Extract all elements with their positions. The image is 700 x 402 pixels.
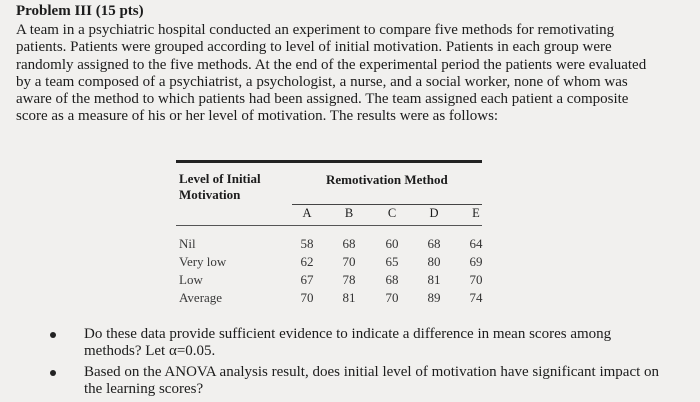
column-header-d: D xyxy=(429,206,439,220)
data-table xyxy=(176,160,482,310)
table-cell: 81 xyxy=(427,272,441,287)
row-label-nil: Nil xyxy=(179,236,196,251)
bullet-icon xyxy=(50,370,56,376)
column-header-e: E xyxy=(472,206,480,220)
table-cell: 89 xyxy=(427,290,441,305)
table-top-rule xyxy=(176,160,482,163)
column-header-c: C xyxy=(387,206,397,220)
row-header: Level of Initial Motivation xyxy=(179,171,261,202)
list-item xyxy=(50,364,660,398)
row-label-very-low: Very low xyxy=(179,254,227,269)
table-cell: 68 xyxy=(342,236,356,251)
table-cell: 74 xyxy=(469,290,483,305)
list-item xyxy=(50,326,660,360)
column-header-b: B xyxy=(344,206,354,220)
table-cell: 80 xyxy=(427,254,441,269)
table-cell: 78 xyxy=(342,272,356,287)
table-cell: 69 xyxy=(469,254,483,269)
table-cell: 70 xyxy=(342,254,356,269)
problem-title: Problem III (15 pts) xyxy=(16,3,144,19)
question-list xyxy=(50,326,660,402)
table-cell: 81 xyxy=(342,290,356,305)
bullet-icon xyxy=(50,332,56,338)
table-cell: 68 xyxy=(427,236,441,251)
table-cell: 65 xyxy=(385,254,399,269)
table-cell: 64 xyxy=(469,236,483,251)
table-cell: 68 xyxy=(385,272,399,287)
column-group-header: Remotivation Method xyxy=(326,172,448,187)
question-1: Do these data provide sufficient evidence to indicate a difference in mean scores among methods? Let α=0.05. xyxy=(84,326,612,359)
table-cell: 62 xyxy=(300,254,314,269)
table-cell: 70 xyxy=(469,272,483,287)
method-header-rule xyxy=(292,204,482,205)
table-cell: 58 xyxy=(300,236,314,251)
table-cell: 60 xyxy=(385,236,399,251)
column-header-a: A xyxy=(302,206,312,220)
table-cell: 70 xyxy=(300,290,314,305)
problem-intro: A team in a psychiatric hospital conducted an experiment to compare five methods for remotivating patients. Patients were grouped according to level of initial motivation. Patients in each group were randomly assigned to the five methods. At the end of the experimental period the patients were evaluated by a team composed of a psychiatrist, a psychologist, a nurse, and a social worker, none of whom was aware of the method to which patients had been assigned. The team assigned each patient a composite score as a measure of his or her level of motivation. The results were as follows: xyxy=(16,22,647,125)
table-cell: 70 xyxy=(385,290,399,305)
table-cell: 67 xyxy=(300,272,314,287)
table-header-rule xyxy=(176,225,482,226)
row-label-average: Average xyxy=(179,290,223,305)
row-label-low: Low xyxy=(179,272,203,287)
question-2: Based on the ANOVA analysis result, does initial level of motivation have significant impact on the learning scores? xyxy=(84,364,660,397)
